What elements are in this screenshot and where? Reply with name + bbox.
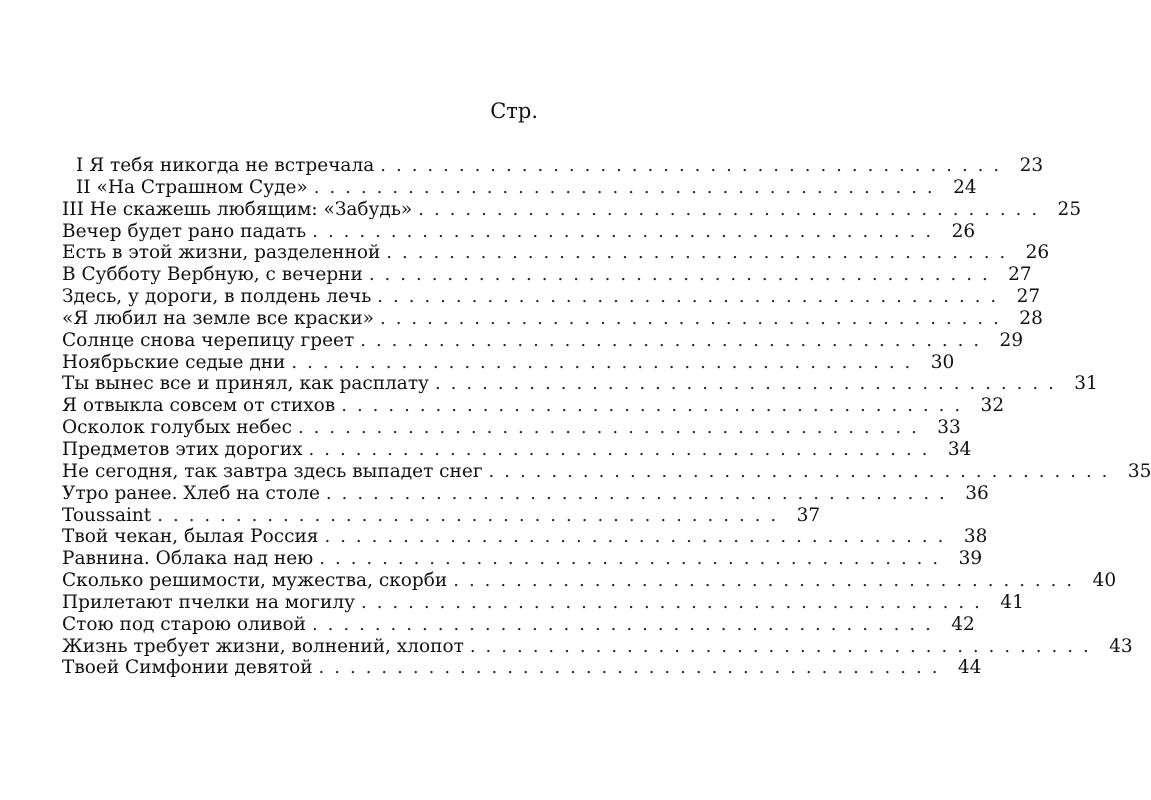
toc-entry (62, 570, 1117, 592)
toc-entry-title: Я отвыкла совсем от стихов (62, 395, 336, 417)
toc-dot-leader: ........................................ (386, 242, 1016, 264)
toc-entry-title: Солнце снова черепицу греет (62, 329, 355, 351)
toc-entry (62, 548, 983, 570)
toc-entry-title: Ноябрьские седые дни (62, 351, 286, 373)
toc-entry-title: Равнина. Облака над нею (62, 548, 314, 570)
toc-entry (62, 351, 955, 374)
toc-dot-leader: ........................................ (368, 264, 998, 286)
toc-entry-page-number: 34 (947, 438, 972, 460)
toc-entry-page-number: 35 (1127, 460, 1151, 482)
toc-entry-title: Вечер будет рано падать (62, 220, 307, 242)
toc-entry (62, 482, 989, 505)
toc-entry (62, 613, 975, 636)
toc-entry-title: III Не скажешь любящим: «Забудь» (62, 198, 413, 220)
toc-entry-title: Прилетают пчелки на могилу (62, 591, 355, 613)
toc-dot-leader: ........................................ (379, 307, 1009, 329)
toc-dot-leader: ........................................ (324, 526, 954, 548)
toc-entry-page-number: 29 (999, 329, 1024, 351)
toc-entry-title: Твоей Симфонии девятой (62, 657, 313, 679)
toc-entry-title: Есть в этой жизни, разделенной (62, 242, 381, 264)
toc-entry (62, 657, 982, 679)
toc-entry-title: В Субботу Вербную, с вечерни (62, 264, 363, 286)
toc-dot-leader: ........................................ (453, 570, 1083, 592)
toc-entry (62, 417, 961, 439)
toc-entry (62, 526, 988, 548)
toc-entry (62, 176, 977, 199)
toc-dot-leader: ........................................ (319, 548, 949, 570)
toc-entry (62, 264, 1032, 286)
toc-entry (62, 155, 1044, 177)
toc-entry (62, 242, 1050, 264)
toc-entry-title: Не сегодня, так завтра здесь выпадет снег (62, 460, 483, 482)
toc-entry-title: Toussaint (62, 504, 152, 526)
toc-dot-leader: ........................................ (312, 220, 942, 242)
toc-dot-leader: ........................................ (157, 504, 787, 526)
toc-entry (62, 395, 1005, 417)
toc-entry-title: Стою под старою оливой (62, 613, 306, 635)
toc-entry-title: Осколок голубых небес (62, 417, 292, 439)
toc-entry (62, 329, 1024, 352)
toc-entry-page-number: 41 (1000, 591, 1024, 613)
toc-entry-page-number: 36 (965, 482, 989, 504)
toc-entry-title: II «На Страшном Суде» (76, 176, 308, 198)
toc-dot-leader: ........................................ (360, 591, 990, 613)
toc-entry (62, 635, 1133, 658)
toc-entry (62, 373, 1098, 395)
toc-dot-leader: ........................................ (360, 329, 990, 351)
toc-entry-page-number: 23 (1019, 155, 1044, 176)
toc-dot-leader: ........................................ (308, 438, 938, 460)
toc-dot-leader: ........................................ (297, 417, 927, 439)
toc-entry-title: Жизнь требует жизни, волнений, хлопот (62, 635, 464, 657)
toc-entry-page-number: 31 (1074, 373, 1098, 395)
toc-entry-page-number: 24 (953, 176, 977, 198)
toc-entry-page-number: 27 (1008, 264, 1032, 286)
toc-entry-page-number: 33 (937, 417, 961, 439)
toc-entry-page-number: 26 (951, 220, 976, 242)
toc-entry-title: Ты вынес все и принял, как расплату (62, 373, 429, 395)
toc-dot-leader: ........................................ (418, 198, 1048, 220)
toc-entry-page-number: 38 (963, 526, 988, 548)
toc-entry-page-number: 44 (957, 657, 982, 679)
toc-entry-title: Здесь, у дороги, в полдень лечь (62, 286, 372, 308)
toc-entry-page-number: 43 (1109, 635, 1133, 657)
toc-dot-leader: ........................................ (291, 351, 921, 373)
toc-entry (62, 307, 1043, 330)
toc-entry-page-number: 37 (796, 504, 821, 526)
toc-entry-page-number: 40 (1092, 570, 1117, 592)
toc-entry (62, 591, 1024, 614)
toc-dot-leader: ........................................ (434, 373, 1064, 395)
toc-dot-leader: ........................................ (313, 176, 943, 198)
toc-entry-page-number: 28 (1019, 307, 1043, 329)
toc-dot-leader: ........................................ (311, 613, 941, 635)
toc-entry-page-number: 27 (1016, 286, 1041, 308)
toc-dot-leader: ........................................ (341, 395, 971, 417)
toc-dot-leader: ........................................ (380, 155, 1010, 176)
toc-entry-title: I Я тебя никогда не встречала (76, 155, 375, 176)
toc-entry-title: «Я любил на земле все краски» (62, 307, 374, 329)
toc-entry-page-number: 32 (980, 395, 1005, 417)
toc-entry-page-number: 30 (930, 351, 955, 373)
table-of-contents (62, 155, 1151, 679)
page-column-label: Стр. (490, 99, 538, 123)
toc-entry-title: Предметов этих дорогих (62, 438, 303, 460)
toc-dot-leader: ........................................ (318, 657, 948, 679)
toc-entry (62, 286, 1041, 308)
toc-entry (62, 438, 972, 461)
toc-entry-title: Сколько решимости, мужества, скорби (62, 570, 448, 592)
toc-entry-page-number: 42 (951, 613, 975, 635)
toc-entry-page-number: 26 (1025, 242, 1050, 264)
toc-dot-leader: ........................................ (488, 460, 1118, 482)
toc-dot-leader: ........................................ (469, 635, 1099, 657)
toc-entry (62, 504, 821, 527)
toc-entry (62, 220, 976, 243)
toc-entry (62, 460, 1151, 483)
toc-entry-title: Твой чекан, былая Россия (62, 526, 319, 548)
toc-dot-leader: ........................................ (325, 482, 955, 504)
toc-entry-page-number: 39 (958, 548, 983, 570)
toc-dot-leader: ........................................ (377, 286, 1007, 308)
toc-entry (62, 198, 1082, 221)
toc-entry-page-number: 25 (1057, 198, 1082, 220)
toc-entry-title: Утро ранее. Хлеб на столе (62, 482, 320, 504)
